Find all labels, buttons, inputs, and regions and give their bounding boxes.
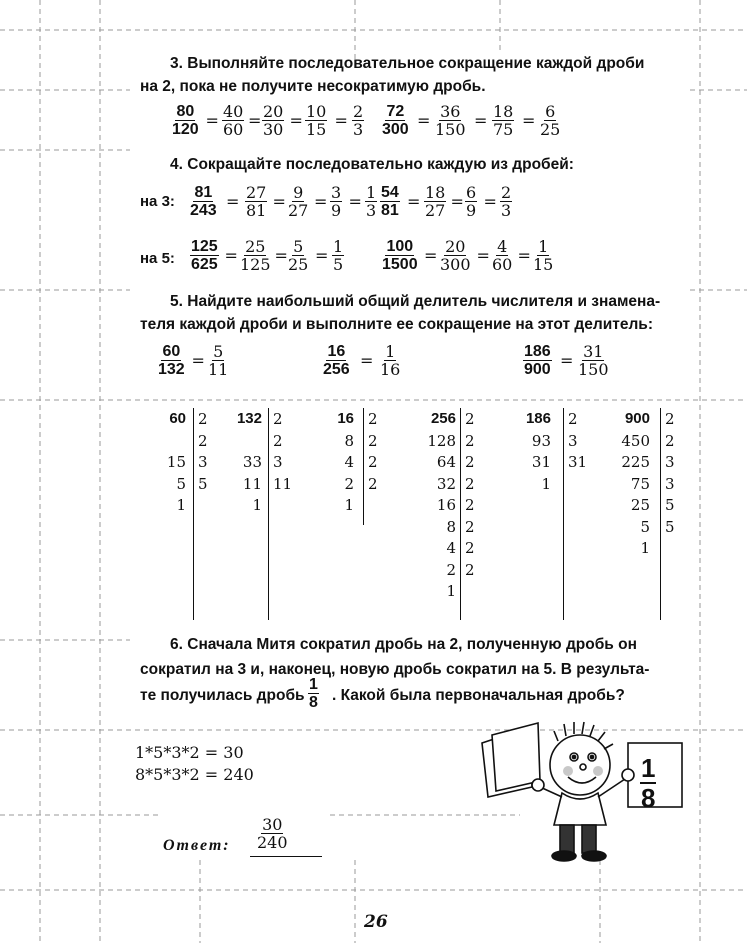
col-186-value: 93 [531,431,551,450]
col-256-divisor: 2 [465,517,475,536]
col-16-value: 1 [344,496,354,514]
fraction: $\frac{20}{300}$ [440,237,471,274]
col-256-value: 32 [436,474,456,493]
equals-sign: = [191,351,205,370]
col-60-divisor: 3 [198,453,208,471]
fraction: $\frac{9}{27}$ [288,183,309,220]
fraction: $\frac{1}{16}$ [380,342,401,379]
fraction: $\frac{2}{3}$ [501,183,512,220]
col-60-value: 15 [166,453,186,471]
answer-fraction: $\frac{30}{240}$ [257,815,288,852]
col-900-value: 5 [640,517,650,536]
col-16-divider-line [363,408,364,525]
equals-sign: = [360,351,374,370]
fraction: $\frac{16}{256}$ [323,343,350,378]
col-60-value: 1 [176,496,186,514]
fraction: $\frac{6}{25}$ [540,102,561,139]
fraction: $\frac{20}{30}$ [263,102,284,139]
page-number: 26 [364,912,388,932]
label-by-5: на 5: [140,250,175,267]
task5-line2: теля каждой дроби и выполните ее сокращение на этот делитель: [140,316,653,333]
col-16-value: 16 [337,410,354,427]
equals-sign: = [334,111,348,130]
fraction: $\frac{18}{27}$ [425,183,446,220]
fraction: $\frac{40}{60}$ [223,102,244,139]
fraction: $\frac{5}{25}$ [288,237,309,274]
equals-sign: = [407,192,421,211]
fraction: $\frac{60}{132}$ [158,343,185,378]
col-60-divider-line [193,408,194,620]
task5-line1: 5. Найдите наибольший общий делитель числителя и знамена- [170,293,661,310]
col-60-divisor: 2 [198,410,208,428]
fraction: $\frac{3}{9}$ [331,183,342,220]
equals-sign: = [424,246,438,265]
equals-sign: = [315,246,329,265]
task3-line2: на 2, пока не получите несократимую дробь. [140,78,486,95]
col-900-divisor: 2 [665,410,675,428]
col-256-value: 16 [436,496,456,514]
col-16-value: 2 [344,474,354,493]
answer-underline [250,856,322,857]
col-16-divisor: 2 [368,474,378,493]
equals-sign: = [205,111,219,130]
fraction: $\frac{80}{120}$ [172,103,199,138]
col-132-value: 11 [242,474,262,493]
fraction: $\frac{27}{81}$ [246,183,267,220]
col-900-divisor: 5 [665,496,675,514]
fraction: $\frac{4}{60}$ [492,237,513,274]
equals-sign: = [348,192,362,211]
col-256-divider-line [460,408,461,620]
col-60-divisor: 2 [198,431,208,450]
fraction: $\frac{1}{15}$ [533,237,554,274]
equals-sign: = [417,111,431,130]
fraction: $\frac{6}{9}$ [466,183,477,220]
col-16-value: 4 [344,453,354,471]
col-132-value: 132 [236,410,262,427]
col-900-value: 900 [624,410,650,427]
col-132-divisor: 2 [273,431,283,450]
equals-sign: = [226,192,240,211]
col-60-divisor: 5 [198,474,208,493]
col-132-divider-line [268,408,269,620]
fraction: $\frac{10}{15}$ [306,102,327,139]
col-256-value: 8 [446,517,456,536]
col-186-value: 1 [541,474,551,493]
col-132-divisor: 2 [273,410,283,428]
col-256-value: 4 [446,539,456,557]
work-line-1: 1*5*3*2 = 30 [135,743,244,762]
col-16-divisor: 2 [368,431,378,450]
col-186-value: 31 [531,453,551,471]
equals-sign: = [224,246,238,265]
col-256-divisor: 2 [465,474,475,493]
col-256-divisor: 2 [465,496,475,514]
col-256-value: 1 [446,582,456,600]
equals-sign: = [272,192,286,211]
col-900-divisor: 3 [665,474,675,493]
col-900-value: 1 [640,539,650,557]
fraction: $\frac{31}{150}$ [578,342,609,379]
col-186-divisor: 31 [568,453,588,471]
task6-line3a: те получилась дробь [140,687,305,704]
work-line-2: 8*5*3*2 = 240 [135,765,254,784]
col-186-divisor: 3 [568,431,578,450]
equals-sign: = [483,192,497,211]
equals-sign: = [522,111,536,130]
col-900-value: 25 [630,496,650,514]
col-60-value: 5 [176,474,186,493]
label-by-3: на 3: [140,193,175,210]
answer-label: Ответ: [163,837,231,854]
col-132-value: 33 [242,453,262,471]
card-fraction: $\frac{1}{8}$ [641,753,656,813]
equals-sign: = [274,246,288,265]
equals-sign: = [517,246,531,265]
col-132-value: 1 [252,496,262,514]
task6-line1: 6. Сначала Митя сократил дробь на 2, полученную дробь он [170,636,637,653]
fraction: $\frac{36}{150}$ [435,102,466,139]
task6-fraction: $\frac{1}{8}$ [309,676,318,711]
col-16-divisor: 2 [368,453,378,471]
fraction: $\frac{81}{243}$ [190,184,217,219]
col-256-value: 256 [430,410,456,427]
fraction: $\frac{54}{81}$ [381,184,399,219]
task3-line1: 3. Выполняйте последовательное сокращение каждой дроби [170,55,645,72]
fraction: $\frac{186}{900}$ [524,343,551,378]
fraction: $\frac{72}{300}$ [382,103,409,138]
col-900-value: 450 [621,431,650,450]
fraction: $\frac{25}{125}$ [240,237,271,274]
task6-line2: сократил на 3 и, наконец, новую дробь сократил на 5. В результа- [140,661,650,678]
col-256-value: 128 [427,431,456,450]
equals-sign: = [476,246,490,265]
fraction: $\frac{18}{75}$ [493,102,514,139]
equals-sign: = [560,351,574,370]
fraction: $\frac{2}{3}$ [353,102,364,139]
col-60-value: 60 [169,410,186,427]
task6-line3b: . Какой была первоначальная дробь? [332,687,625,704]
col-186-divider-line [563,408,564,620]
fraction: $\frac{100}{1500}$ [382,238,418,273]
col-186-divisor: 2 [568,410,578,428]
col-186-value: 186 [525,410,551,427]
equals-sign: = [314,192,328,211]
fraction: $\frac{5}{11}$ [208,342,229,379]
col-256-value: 64 [436,453,456,471]
col-256-divisor: 2 [465,539,475,557]
equals-sign: = [450,192,464,211]
fraction: $\frac{1}{5}$ [333,237,344,274]
col-256-divisor: 2 [465,410,475,428]
fraction: $\frac{125}{625}$ [191,238,218,273]
col-900-divisor: 2 [665,431,675,450]
boy-illustration [470,705,700,865]
col-16-divisor: 2 [368,410,378,428]
col-256-value: 2 [446,560,456,579]
col-256-divisor: 2 [465,431,475,450]
equals-sign: = [289,111,303,130]
equals-sign: = [248,111,262,130]
col-256-divisor: 2 [465,453,475,471]
col-900-divisor: 3 [665,453,675,471]
col-900-divisor: 5 [665,517,675,536]
col-16-value: 8 [344,431,354,450]
col-132-divisor: 11 [273,474,293,493]
task4-line: 4. Сокращайте последовательно каждую из дробей: [170,156,574,173]
col-900-divider-line [660,408,661,620]
col-256-divisor: 2 [465,560,475,579]
col-900-value: 225 [621,453,650,471]
equals-sign: = [474,111,488,130]
col-900-value: 75 [630,474,650,493]
fraction: $\frac{1}{3}$ [366,183,377,220]
col-132-divisor: 3 [273,453,283,471]
